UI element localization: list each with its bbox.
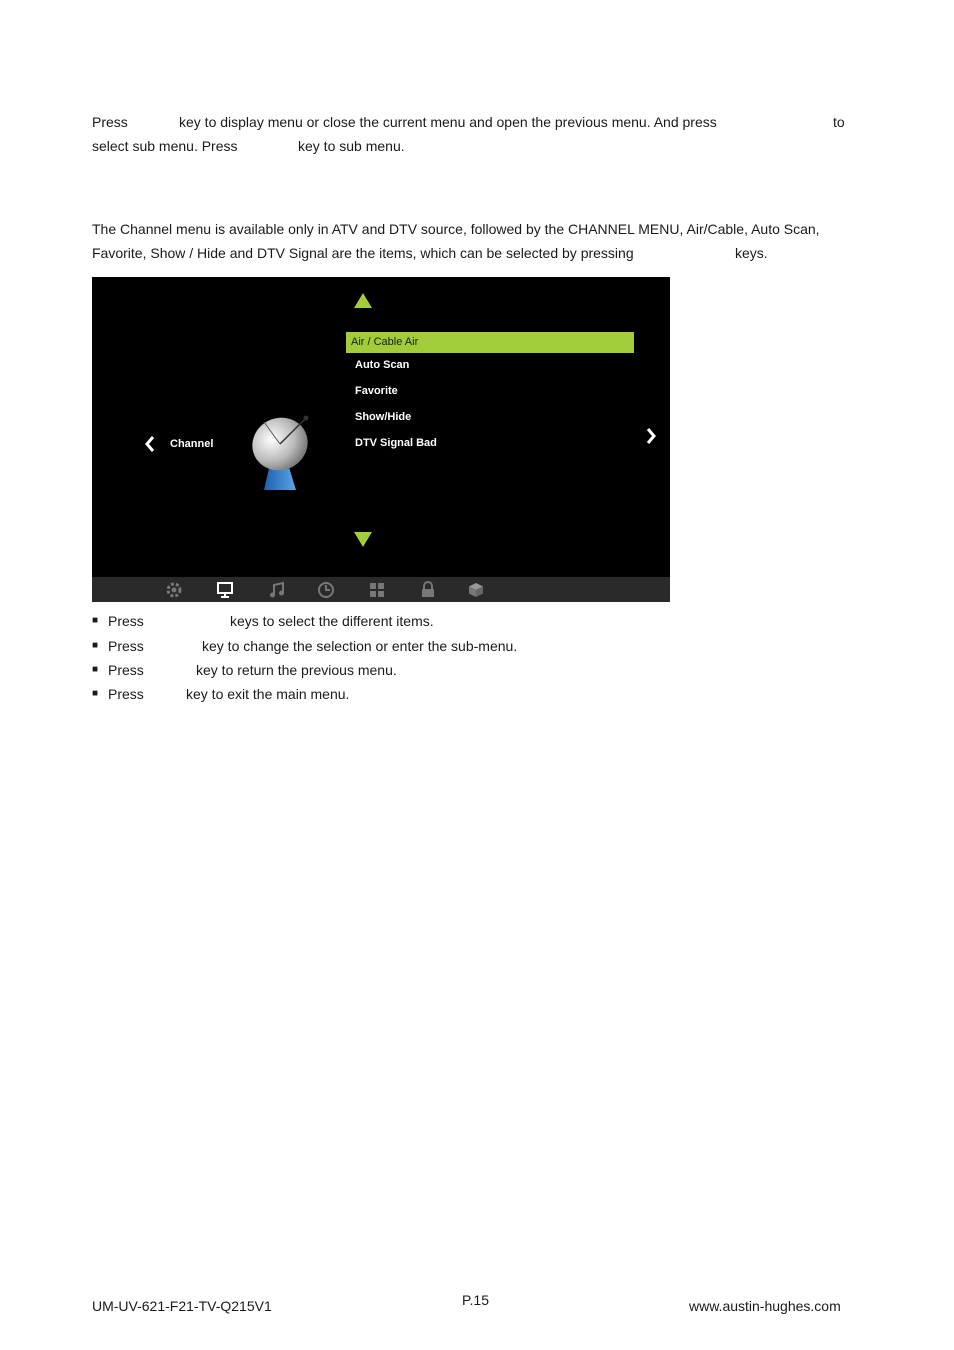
- menu-item-favorite[interactable]: Favorite: [355, 385, 398, 397]
- channel-desc-keys: keys.: [735, 245, 768, 261]
- instruction-2-text: key to change the selection or enter the sub-menu.: [202, 638, 518, 654]
- bullet-icon: ■: [92, 664, 99, 675]
- menu-item-auto-scan[interactable]: Auto Scan: [355, 359, 410, 371]
- bullet-icon: ■: [92, 615, 99, 626]
- chevron-right-icon[interactable]: [645, 427, 657, 445]
- website-link[interactable]: www.austin-hughes.com: [689, 1298, 841, 1314]
- intro-press-1: Press: [92, 114, 128, 130]
- intro-text-3: key to sub menu.: [298, 138, 405, 154]
- grid-icon[interactable]: [368, 581, 386, 599]
- doc-code: UM-UV-621-F21-TV-Q215V1: [92, 1298, 272, 1314]
- arrow-up-icon: [353, 292, 373, 309]
- instruction-4-press: Press: [108, 686, 144, 702]
- satellite-dish-icon: [250, 412, 316, 492]
- music-icon[interactable]: [268, 581, 286, 599]
- instruction-1-text: keys to select the different items.: [230, 613, 434, 629]
- instruction-4-text: key to exit the main menu.: [186, 686, 350, 702]
- tv-menu-screenshot: [92, 277, 670, 602]
- menu-item-air-cable[interactable]: Air / Cable Air: [346, 332, 634, 353]
- bullet-icon: ■: [92, 688, 99, 699]
- gear-icon[interactable]: [165, 581, 183, 599]
- clock-icon[interactable]: [317, 581, 335, 599]
- category-label: Channel: [170, 438, 214, 450]
- bullet-icon: ■: [92, 640, 99, 651]
- arrow-down-icon: [353, 531, 373, 548]
- cube-icon[interactable]: [467, 581, 485, 599]
- intro-text-2: select sub menu. Press: [92, 138, 238, 154]
- page-number: P.15: [462, 1292, 489, 1308]
- lock-icon[interactable]: [419, 581, 437, 599]
- channel-desc-line-2: Favorite, Show / Hide and DTV Signal are the items, which can be selected by pressing: [92, 245, 634, 261]
- instruction-3-press: Press: [108, 662, 144, 678]
- instruction-2-press: Press: [108, 638, 144, 654]
- instruction-1-press: Press: [108, 613, 144, 629]
- chevron-left-icon[interactable]: [144, 435, 156, 453]
- channel-desc-line-1: The Channel menu is available only in ATV and DTV source, followed by the CHANNEL MENU, Air/Cable, Auto Scan,: [92, 221, 820, 237]
- monitor-icon[interactable]: [216, 581, 234, 599]
- intro-text-1: key to display menu or close the current menu and open the previous menu. And press: [179, 114, 717, 130]
- menu-item-show-hide[interactable]: Show/Hide: [355, 411, 412, 423]
- menu-item-dtv-signal[interactable]: DTV Signal Bad: [355, 437, 437, 449]
- menu-category-bar: [92, 577, 670, 602]
- intro-to: to: [833, 114, 845, 130]
- instruction-3-text: key to return the previous menu.: [196, 662, 397, 678]
